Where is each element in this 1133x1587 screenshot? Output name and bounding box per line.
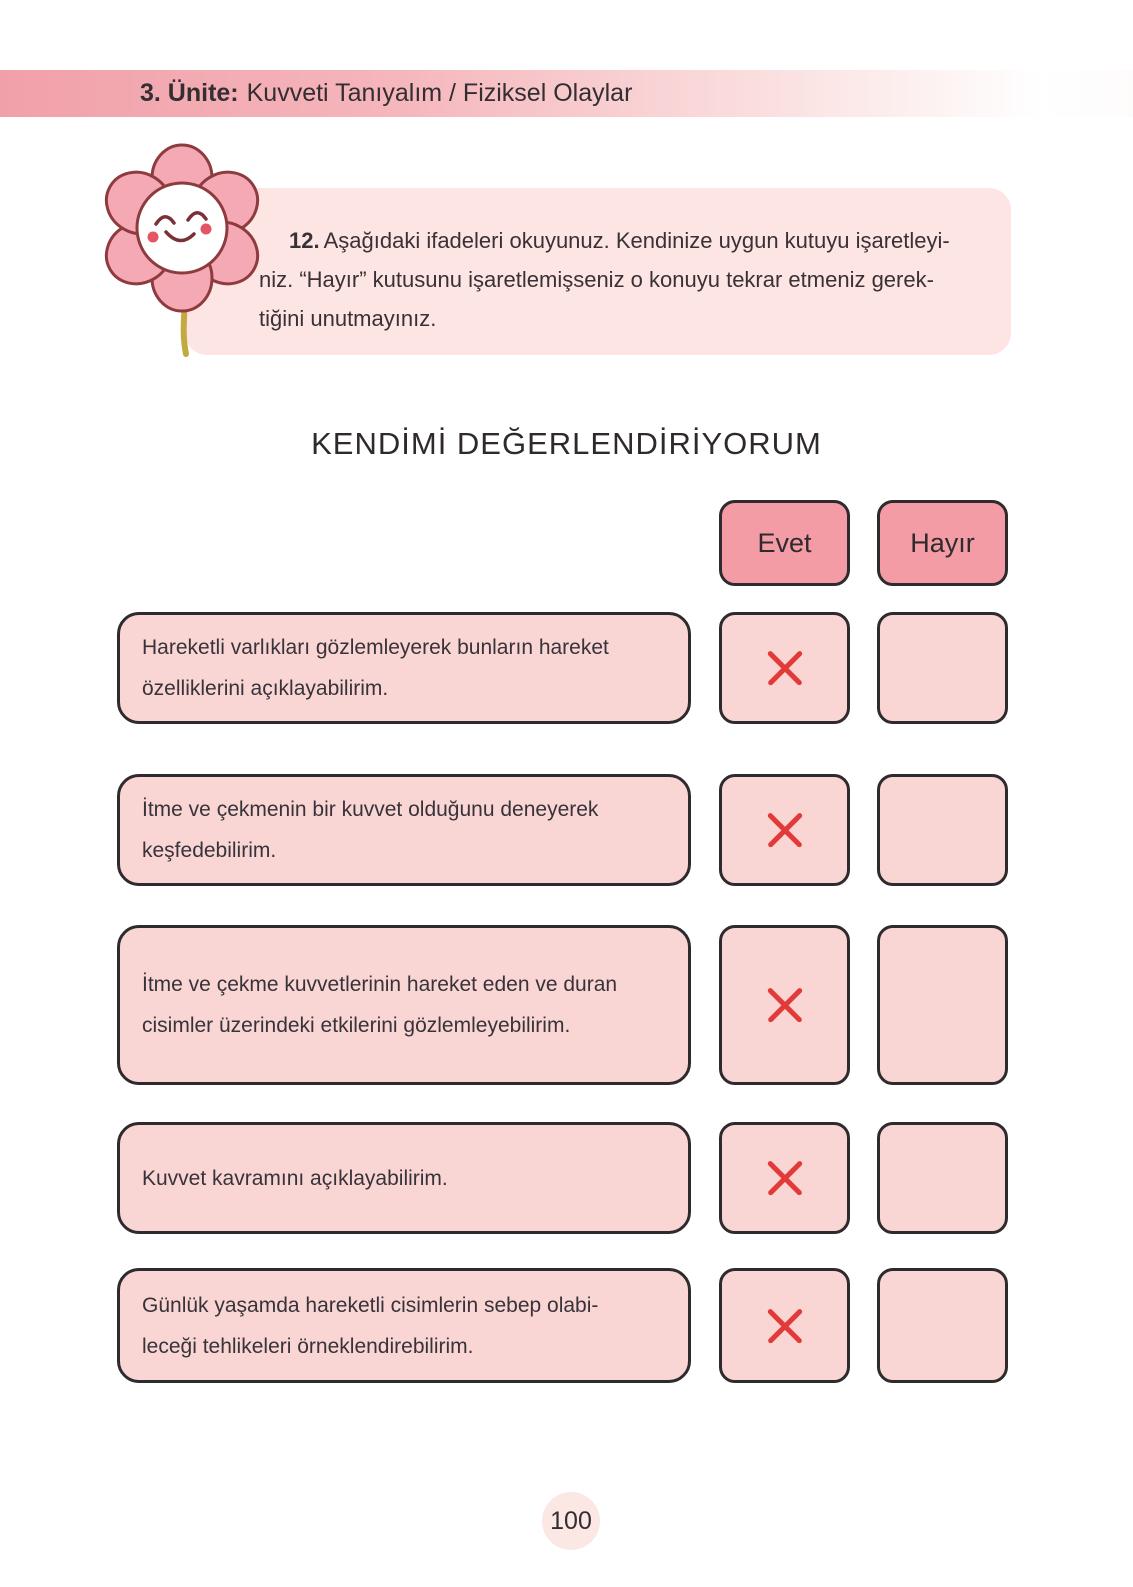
unit-header-bar	[0, 70, 1133, 117]
statement-text: cisimler üzerindeki etkilerini gözlemleyebilirim.	[142, 1014, 571, 1037]
checkbox-hayir-row-4[interactable]	[877, 1122, 1008, 1234]
statement-text: özelliklerini açıklayabilirim.	[142, 677, 389, 700]
checkbox-hayir-row-5[interactable]	[877, 1268, 1008, 1383]
unit-title: Kuvveti Tanıyalım / Fiziksel Olaylar	[246, 79, 633, 107]
column-header-evet: Evet	[719, 500, 850, 586]
instruction-line	[259, 221, 983, 260]
question-number: 12.	[289, 228, 320, 253]
instruction-text	[185, 188, 1011, 338]
statement-text: leceği tehlikeleri örneklendirebilirim.	[142, 1334, 474, 1358]
x-mark-icon	[722, 1271, 847, 1380]
page-number: 100	[542, 1492, 600, 1550]
statement-card	[117, 1122, 691, 1234]
x-mark-icon	[722, 1125, 847, 1231]
statement-text: Kuvvet kavramını açıklayabilirim.	[142, 1166, 448, 1190]
statement-card	[117, 612, 691, 724]
page-title: KENDİMİ DEĞERLENDİRİYORUM	[311, 426, 822, 461]
unit-number: 3. Ünite:	[140, 79, 239, 107]
instruction-line: tiğini unutmayınız.	[259, 306, 437, 331]
column-header-hayir: Hayır	[877, 500, 1008, 586]
statement-card	[117, 1268, 691, 1383]
statement-text: İtme ve çekme kuvvetlerinin hareket eden ve duran	[142, 973, 618, 996]
statement-card	[117, 925, 691, 1085]
checkbox-evet-row-5[interactable]	[719, 1268, 850, 1383]
instruction-box	[185, 188, 1011, 355]
instruction-line: niz. “Hayır” kutusunu işaretlemişseniz o konuyu tekrar etmeniz gerek-	[259, 267, 934, 292]
x-mark-icon	[722, 777, 847, 883]
statement-text: keşfedebilirim.	[142, 839, 277, 862]
statement-text: Günlük yaşamda hareketli cisimlerin sebep olabi-	[142, 1293, 599, 1317]
checkbox-evet-row-3[interactable]	[719, 925, 850, 1085]
checkbox-evet-row-2[interactable]	[719, 774, 850, 886]
checkbox-hayir-row-2[interactable]	[877, 774, 1008, 886]
checkbox-hayir-row-3[interactable]	[877, 925, 1008, 1085]
checkbox-hayir-row-1[interactable]	[877, 612, 1008, 724]
flower-icon	[96, 140, 268, 363]
x-mark-icon	[722, 928, 847, 1082]
instruction-line-text: Aşağıdaki ifadeleri okuyunuz. Kendinize uygun kutuyu işaretleyi-	[323, 228, 950, 253]
statement-text: Hareketli varlıkları gözlemleyerek bunların hareket	[142, 636, 609, 659]
statement-card	[117, 774, 691, 886]
statement-text: İtme ve çekmenin bir kuvvet olduğunu deneyerek	[142, 798, 599, 821]
x-mark-icon	[722, 615, 847, 721]
checkbox-evet-row-4[interactable]	[719, 1122, 850, 1234]
checkbox-evet-row-1[interactable]	[719, 612, 850, 724]
